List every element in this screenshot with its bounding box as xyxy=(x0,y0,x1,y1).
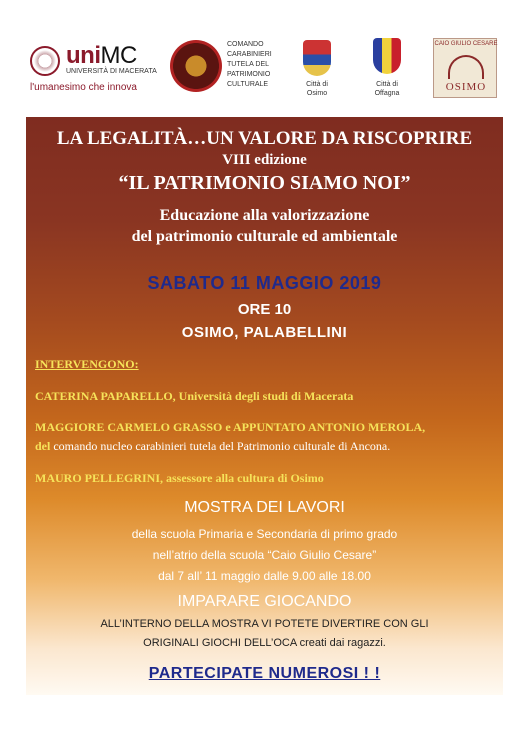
speaker-3: MAURO PELLEGRINI, assessore alla cultura di Osimo xyxy=(35,471,324,485)
school-arch-icon xyxy=(448,55,484,79)
game-line-1: ALL’INTERNO DELLA MOSTRA VI POTETE DIVERTIRE CON GLI xyxy=(100,618,429,630)
speaker-2-affiliation: del comando nucleo carabinieri tutela del Patrimonio culturale di Ancona. xyxy=(35,439,391,453)
unimc-tagline: l'umanesimo che innova xyxy=(30,82,137,93)
game-heading: IMPARARE GIOCANDO xyxy=(177,593,352,610)
event-subtitle: “IL PATRIMONIO SIAMO NOI” xyxy=(118,172,411,194)
unimc-subtitle: UNIVERSITÀ DI MACERATA xyxy=(66,68,157,75)
offagna-label: Città di Offagna xyxy=(374,81,400,97)
school-city: OSIMO xyxy=(445,81,487,93)
university-seal-icon xyxy=(30,46,60,76)
exhibition-heading: MOSTRA DEI LAVORI xyxy=(184,499,345,516)
game-line-2: ORIGINALI GIOCHI DELL’OCA creati dai ragazzi. xyxy=(143,637,386,649)
speakers-heading: INTERVENGONO: xyxy=(35,357,139,371)
carabinieri-seal-icon xyxy=(170,40,222,92)
unimc-brand: uniMC xyxy=(66,42,137,69)
event-title: LA LEGALITÀ…UN VALORE DA RISCOPRIRE xyxy=(56,128,473,149)
logo-bar xyxy=(0,0,529,115)
unimc-logo xyxy=(30,42,160,97)
osimo-label: Città di Osimo xyxy=(306,81,328,97)
carabinieri-label: COMANDO CARABINIERI TUTELA DEL PATRIMONIO CULTURALE xyxy=(227,41,272,88)
exhibition-line-1: della scuola Primaria e Secondaria di primo grado xyxy=(131,527,398,541)
event-time: ORE 10 xyxy=(237,301,292,318)
school-name: CAIO GIULIO CESARE xyxy=(434,41,498,47)
event-poster xyxy=(26,117,503,695)
speaker-1: CATERINA PAPARELLO, Università degli studi di Macerata xyxy=(35,389,354,403)
speaker-2: MAGGIORE CARMELO GRASSO e APPUNTATO ANTONIO MEROLA, xyxy=(35,420,426,434)
exhibition-line-3: dal 7 all’ 11 maggio dalle 9.00 alle 18.00 xyxy=(158,569,371,583)
offagna-crest-icon xyxy=(373,38,401,74)
event-place: OSIMO, PALABELLINI xyxy=(181,324,348,341)
exhibition-line-2: nell’atrio della scuola “Caio Giulio Cesare” xyxy=(152,548,377,562)
call-to-action: PARTECIPATE NUMEROSI ! ! xyxy=(148,665,381,682)
education-line-2: del patrimonio culturale ed ambientale xyxy=(131,228,398,245)
event-date: SABATO 11 MAGGIO 2019 xyxy=(147,273,382,293)
education-line-1: Educazione alla valorizzazione xyxy=(159,207,370,224)
osimo-crest-icon xyxy=(303,40,331,76)
event-edition: VIII edizione xyxy=(222,152,307,168)
school-logo xyxy=(433,38,497,98)
